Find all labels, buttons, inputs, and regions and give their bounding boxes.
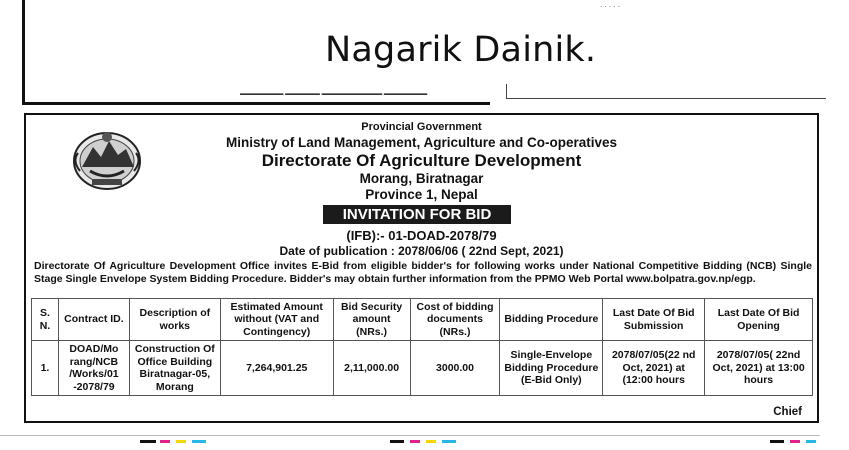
print-mark-magenta-3: [790, 440, 800, 443]
header-description: Description of works: [129, 299, 220, 341]
table-header-row: [32, 299, 813, 341]
print-mark-magenta-2: [410, 440, 420, 443]
print-mark-magenta: [160, 440, 170, 443]
ifb-number: (IFB):- 01-DOAD-2078/79: [346, 228, 497, 243]
header-last-opening: Last Date Of Bid Opening: [705, 299, 813, 341]
crop-border-right: [506, 98, 826, 99]
print-mark-cyan-3: [806, 440, 816, 443]
invitation-banner: INVITATION FOR BID: [323, 205, 511, 224]
newspaper-name: Nagarik Dainik.: [325, 30, 597, 70]
bid-notice: [24, 113, 819, 423]
cell-estimated-amount: 7,264,901.25: [220, 341, 333, 396]
location: Morang, Biratnagar: [359, 171, 484, 186]
header-sn: S. N.: [32, 299, 59, 341]
directorate-name: Directorate Of Agriculture Development: [261, 151, 582, 170]
gov-level: Provincial Government: [361, 121, 482, 133]
cell-last-submission: 2078/07/05(22 nd Oct, 2021) at (12:00 hours: [603, 341, 705, 396]
cell-last-opening: 2078/07/05( 22nd Oct, 2021) at 13:00 hours: [705, 341, 813, 396]
print-mark-black-3: [770, 440, 784, 443]
header-contract-id: Contract ID.: [58, 299, 129, 341]
print-mark-black: [140, 440, 156, 443]
invitation-paragraph: Directorate Of Agriculture Development Office invites E-Bid from eligible bidder's for following works under National Competitive Bidding (NCB) Single Stage Single Envelope System Bidding Procedure. Bidder's may obtain further information from the PPMO Web Portal www.bolpatra.gov.np/egp.: [34, 260, 812, 285]
crop-border-right-vertical: [506, 84, 507, 99]
header-last-submission: Last Date Of Bid Submission: [603, 299, 705, 341]
header-cost-docs: Cost of bidding documents (NRs.): [410, 299, 500, 341]
cell-procedure: Single-Envelope Bidding Procedure (E-Bid Only): [500, 341, 603, 396]
print-mark-yellow-2: [426, 440, 436, 443]
signatory: Chief: [773, 406, 802, 418]
print-mark-cyan: [192, 440, 206, 443]
cell-contract-id: DOAD/Mo rang/NCB /Works/01 -2078/79: [58, 341, 129, 396]
table-row: [32, 341, 813, 396]
bid-table: [31, 298, 813, 396]
header-procedure: Bidding Procedure: [500, 299, 603, 341]
print-mark-cyan-2: [442, 440, 456, 443]
print-mark-yellow: [176, 440, 186, 443]
ministry-name: Ministry of Land Management, Agriculture and Co-operatives: [225, 135, 618, 150]
cell-sn: 1.: [32, 341, 59, 396]
bottom-rule: [0, 435, 820, 436]
cell-cost-docs: 3000.00: [410, 341, 500, 396]
cell-bid-security: 2,11,000.00: [333, 341, 410, 396]
publication-date: Date of publication : 2078/06/06 ( 22nd Sept, 2021): [279, 244, 564, 258]
cell-description: Construction Of Office Building Biratnagar-05, Morang: [129, 341, 220, 396]
print-dots: . . . . .: [600, 0, 621, 9]
header-bid-security: Bid Security amount (NRs.): [333, 299, 410, 341]
province: Province 1, Nepal: [365, 187, 478, 202]
print-mark-black-2: [390, 440, 404, 443]
header-estimated-amount: Estimated Amount without (VAT and Contingency): [220, 299, 333, 341]
cropped-text-fragment: ▬▬▬▬▬ ▬▬▬▬ ▬▬▬▬▬▬▬ ▬▬▬▬▬: [240, 90, 427, 96]
